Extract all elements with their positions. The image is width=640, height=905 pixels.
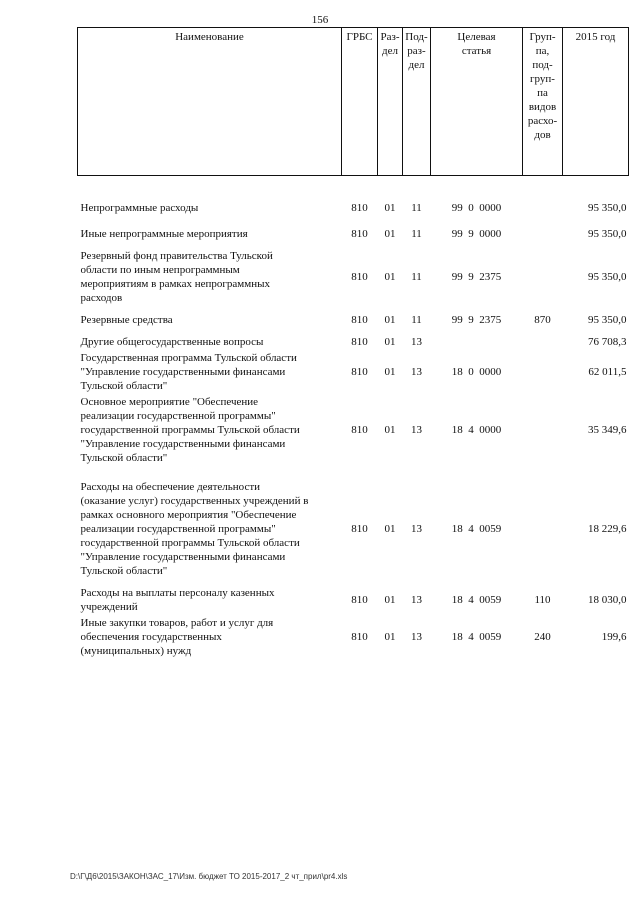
cell-amount-2015: 199,6 — [601, 631, 627, 643]
cell-target-article — [431, 335, 523, 349]
row-name-line: Тульской области" — [80, 452, 168, 464]
cell-amount-2015: 95 350,0 — [588, 314, 627, 326]
cell-grbs: 810 — [351, 202, 368, 214]
cell-expense-group — [523, 249, 563, 305]
col-header-target — [431, 28, 523, 176]
cell-amount-2015: 95 350,0 — [588, 228, 627, 240]
row-name-line: Резервный фонд правительства Тульской — [80, 250, 273, 262]
row-name — [78, 249, 342, 305]
cell-grbs: 810 — [351, 631, 368, 643]
cell-podrazdel: 13 — [411, 366, 422, 378]
row-name-line: Резервные средства — [80, 314, 173, 326]
row-spacer — [78, 215, 629, 227]
row-name-line: Иные закупки товаров, работ и услуг для — [80, 617, 274, 629]
row-name-line: Непрограммные расходы — [80, 202, 199, 214]
row-spacer — [78, 241, 629, 249]
row-name — [78, 227, 342, 241]
row-name-line: Тульской области" — [80, 565, 168, 577]
row-name-line: Другие общегосударственные вопросы — [80, 336, 264, 348]
header-line: под- — [532, 59, 553, 71]
spacer-cell — [78, 465, 629, 480]
cell-podrazdel: 13 — [411, 336, 422, 348]
table-row — [78, 480, 629, 578]
row-name — [78, 335, 342, 349]
row-name-line: "Управление государственными финансами — [80, 366, 286, 378]
header-line: Груп- — [529, 31, 556, 43]
header-line: дел — [382, 45, 398, 57]
table-row — [78, 395, 629, 465]
cell-razdel: 01 — [384, 202, 396, 214]
cell-razdel: 01 — [384, 631, 396, 643]
row-name-line: мероприятиям в рамках непрограммных — [80, 278, 270, 290]
cell-podrazdel: 11 — [411, 271, 422, 283]
cell-amount-2015: 62 011,5 — [588, 366, 627, 378]
cell-grbs: 810 — [351, 523, 368, 535]
spacer-cell — [78, 176, 629, 202]
row-name-line: государственной программы Тульской области — [80, 537, 300, 549]
cell-podrazdel: 11 — [411, 314, 422, 326]
header-line: статья — [461, 45, 492, 57]
cell-razdel: 01 — [384, 314, 396, 326]
cell-amount-2015: 35 349,6 — [588, 424, 627, 436]
spacer-cell — [78, 305, 629, 313]
cell-amount-2015: 18 229,6 — [588, 523, 627, 535]
cell-target-article: 18 0 0000 — [451, 366, 502, 378]
cell-expense-group: 240 — [534, 631, 551, 643]
table-row — [78, 249, 629, 305]
cell-target-article: 18 4 0000 — [451, 424, 502, 436]
file-path-footer: D:\Г\Д6\2015\ЗАКОН\ЗАС_17\Изм. бюджет ТО 2015-2017_2 чт_прил\pr4.xls — [70, 872, 348, 881]
cell-expense-group — [523, 480, 563, 578]
row-name-line: (оказание услуг) государственных учреждений в — [80, 495, 309, 507]
row-name-line: Основное мероприятие "Обеспечение — [80, 396, 259, 408]
cell-podrazdel: 13 — [411, 631, 422, 643]
cell-target-article: 99 9 2375 — [451, 314, 502, 326]
cell-podrazdel: 13 — [411, 424, 422, 436]
header-line: дел — [408, 59, 425, 71]
cell-target-article: 18 4 0059 — [451, 631, 502, 643]
header-line: раз- — [407, 45, 426, 57]
table-row — [78, 201, 629, 215]
cell-target-article: 18 4 0059 — [451, 594, 502, 606]
cell-grbs: 810 — [351, 594, 368, 606]
spacer-cell — [78, 327, 629, 335]
cell-expense-group: 110 — [534, 594, 551, 606]
cell-grbs: 810 — [351, 314, 368, 326]
header-line: дов — [534, 129, 551, 141]
cell-expense-group — [523, 351, 563, 393]
table-row — [78, 586, 629, 614]
row-spacer — [78, 176, 629, 202]
col-header-podrazdel — [403, 28, 431, 176]
header-line: Под- — [405, 31, 428, 43]
row-name-line: реализации государственной программы" — [80, 523, 276, 535]
page-number: 156 — [311, 14, 329, 26]
cell-target-article: 99 9 0000 — [451, 228, 502, 240]
row-spacer — [78, 327, 629, 335]
cell-expense-group — [523, 227, 563, 241]
header-line: па, — [535, 45, 550, 57]
row-spacer — [78, 305, 629, 313]
cell-expense-group — [523, 335, 563, 349]
table-body — [78, 176, 629, 659]
row-name-line: Расходы на выплаты персоналу казенных — [80, 587, 275, 599]
row-name — [78, 586, 342, 614]
cell-razdel: 01 — [384, 366, 396, 378]
cell-podrazdel: 13 — [411, 594, 422, 606]
cell-podrazdel: 13 — [411, 523, 422, 535]
table-row — [78, 313, 629, 327]
table-row — [78, 351, 629, 393]
row-name — [78, 351, 342, 393]
row-name-line: "Управление государственными финансами — [80, 438, 286, 450]
row-name-line: рамках основного мероприятия "Обеспечение — [80, 509, 297, 521]
col-header-name: Наименование — [78, 28, 342, 176]
row-name — [78, 616, 342, 658]
cell-podrazdel: 11 — [411, 202, 422, 214]
row-name-line: Расходы на обеспечение деятельности — [80, 481, 261, 493]
cell-grbs: 810 — [351, 228, 368, 240]
header-line: груп- — [530, 73, 555, 85]
col-header-razdel — [378, 28, 403, 176]
col-header-year: 2015 год — [563, 28, 629, 176]
cell-expense-group: 870 — [534, 314, 551, 326]
row-name-line: Государственная программа Тульской области — [80, 352, 297, 364]
row-spacer — [78, 465, 629, 480]
cell-grbs: 810 — [351, 336, 368, 348]
cell-target-article: 18 4 0059 — [451, 523, 502, 535]
header-line: па — [537, 87, 548, 99]
row-name-line: "Управление государственными финансами — [80, 551, 286, 563]
cell-razdel: 01 — [384, 271, 396, 283]
row-name-line: области по иным непрограммным — [80, 264, 240, 276]
row-name — [78, 201, 342, 215]
cell-target-article: 99 9 2375 — [451, 271, 502, 283]
header-line: Раз- — [380, 31, 400, 43]
cell-grbs: 810 — [351, 424, 368, 436]
col-header-group — [523, 28, 563, 176]
spacer-cell — [78, 215, 629, 227]
cell-amount-2015: 76 708,3 — [588, 336, 627, 348]
cell-amount-2015: 95 350,0 — [588, 271, 627, 283]
row-name-line: государственной программы Тульской области — [80, 424, 300, 436]
header-line: видов — [528, 101, 557, 113]
spacer-cell — [78, 241, 629, 249]
row-name-line: Иные непрограммные мероприятия — [80, 228, 248, 240]
row-name-line: Тульской области" — [80, 380, 168, 392]
row-name — [78, 313, 342, 327]
cell-target-article: 99 0 0000 — [451, 202, 502, 214]
cell-razdel: 01 — [384, 336, 396, 348]
table-row — [78, 616, 629, 658]
header-line: расхо- — [527, 115, 558, 127]
row-spacer — [78, 578, 629, 586]
cell-razdel: 01 — [384, 228, 396, 240]
spacer-cell — [78, 578, 629, 586]
row-name-line: учреждений — [80, 601, 138, 613]
cell-grbs: 810 — [351, 366, 368, 378]
budget-table — [77, 27, 629, 658]
header-line: Целевая — [457, 31, 496, 43]
table-header — [78, 28, 629, 176]
cell-grbs: 810 — [351, 271, 368, 283]
row-name — [78, 480, 342, 578]
row-name-line: реализации государственной программы" — [80, 410, 276, 422]
cell-razdel: 01 — [384, 594, 396, 606]
table-row — [78, 227, 629, 241]
row-name — [78, 395, 342, 465]
row-name-line: расходов — [80, 292, 123, 304]
cell-expense-group — [523, 201, 563, 215]
cell-amount-2015: 18 030,0 — [588, 594, 627, 606]
row-name-line: обеспечения государственных — [80, 631, 222, 643]
cell-razdel: 01 — [384, 424, 396, 436]
cell-expense-group — [523, 395, 563, 465]
cell-razdel: 01 — [384, 523, 396, 535]
cell-podrazdel: 11 — [411, 228, 422, 240]
row-name-line: (муниципальных) нужд — [80, 645, 192, 657]
table-row — [78, 335, 629, 349]
col-header-grbs: ГРБС — [342, 28, 378, 176]
cell-amount-2015: 95 350,0 — [588, 202, 627, 214]
